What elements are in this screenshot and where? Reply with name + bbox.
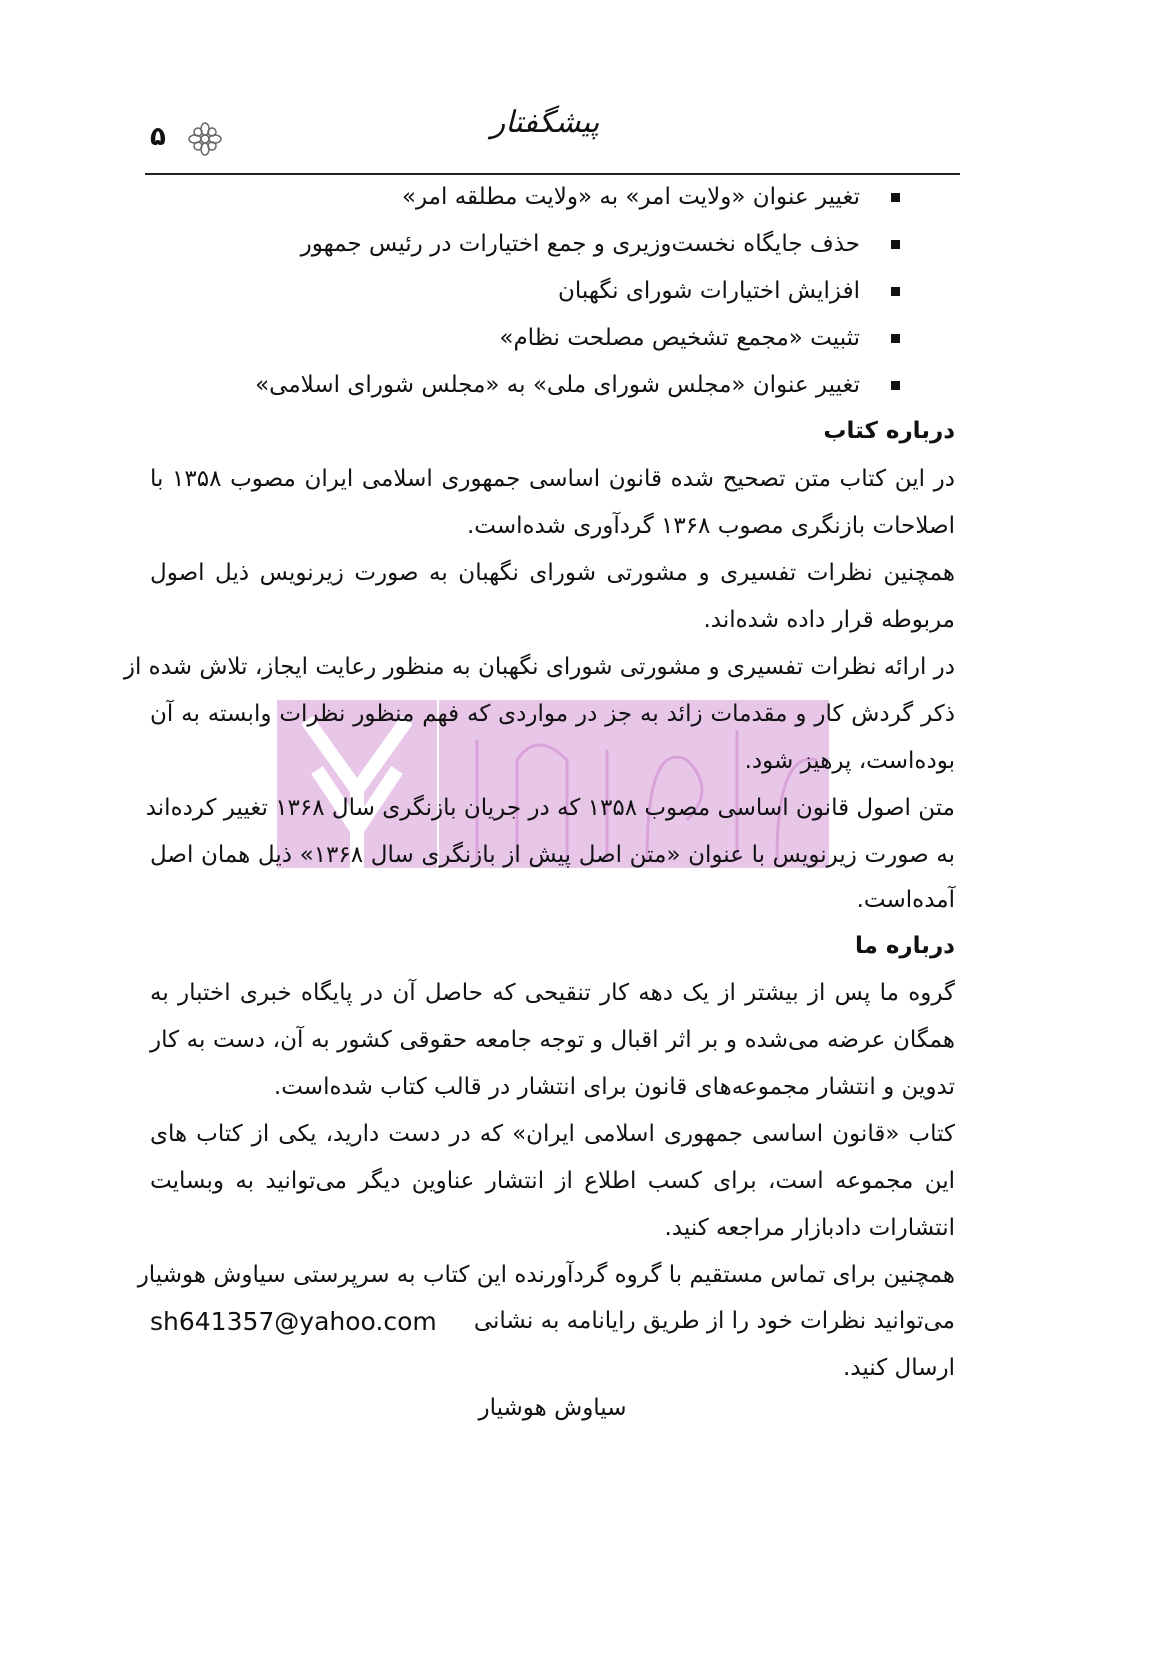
paragraph-line: تدوین و انتشار مجموعه‌های قانون برای انتشار در قالب کتاب شده‌است. <box>273 1074 955 1100</box>
paragraph-line: به صورت زیرنویس با عنوان «متن اصل پیش از بازنگری سال ۱۳۶۸» ذیل همان اصل <box>150 842 955 868</box>
paragraph-line: کتاب «قانون اساسی جمهوری اسلامی ایران» که در دست دارید، یکی از کتاب های <box>150 1121 955 1147</box>
paragraph-line: گروه ما پس از بیشتر از یک دهه کار تنقیحی که حاصل آن در پایگاه خبری اختبار به <box>150 980 955 1006</box>
list-item-text: افزایش اختیارات شورای نگهبان <box>558 278 860 304</box>
list-item <box>150 221 955 268</box>
email-link[interactable]: sh641357@yahoo.com <box>150 1307 437 1336</box>
list-item-text: حذف جایگاه نخست‌وزیری و جمع اختیارات در رئیس جمهور <box>300 231 860 257</box>
paragraph-line: ذکر گردش کار و مقدمات زائد به جز در مواردی که فهم منظور نظرات وابسته به آن <box>150 701 955 727</box>
paragraph-line: همچنین نظرات تفسیری و مشورتی شورای نگهبان به صورت زیرنویس ذیل اصول <box>150 560 955 586</box>
paragraph-line: آمده‌است. <box>856 887 955 913</box>
list-item <box>150 362 955 409</box>
paragraph-line: این مجموعه است، برای کسب اطلاع از انتشار عناوین دیگر می‌توانید به وبسایت <box>150 1168 955 1194</box>
list-item-text: تثبیت «مجمع تشخیص مصلحت نظام» <box>499 325 860 351</box>
list-item <box>150 315 955 362</box>
paragraph-line: همگان عرضه می‌شده و بر اثر اقبال و توجه جامعه حقوقی کشور به آن، دست به کار <box>150 1027 955 1053</box>
paragraph-line: بوده‌است، پرهیز شود. <box>744 748 955 774</box>
list-item-text: تغییر عنوان «ولایت امر» به «ولایت مطلقه امر» <box>401 184 860 210</box>
paragraph-line: ارسال کنید. <box>842 1355 955 1381</box>
list-item <box>150 268 955 315</box>
page-title: پیشگفتار <box>490 105 600 140</box>
paragraph-line: انتشارات دادبازار مراجعه کنید. <box>664 1215 955 1241</box>
list-item-text: تغییر عنوان «مجلس شورای ملی» به «مجلس شورای اسلامی» <box>255 372 860 398</box>
signature: سیاوش هوشیار <box>478 1395 627 1421</box>
paragraph-line: در ارائه نظرات تفسیری و مشورتی شورای نگهبان به منظور رعایت ایجاز، تلاش شده از <box>123 654 955 680</box>
section-heading-about-book: درباره کتاب <box>823 418 955 444</box>
paragraph-line: در این کتاب متن تصحیح شده قانون اساسی جمهوری اسلامی ایران مصوب ۱۳۵۸ با <box>150 466 955 492</box>
paragraph-text: می‌توانید نظرات خود را از طریق رایانامه به نشانی <box>473 1308 955 1334</box>
paragraph-line: همچنین برای تماس مستقیم با گروه گردآورنده این کتاب به سرپرستی سیاوش هوشیار <box>137 1262 955 1288</box>
list-item <box>150 174 955 221</box>
paragraph-line: اصلاحات بازنگری مصوب ۱۳۶۸ گردآوری شده‌است. <box>466 513 955 539</box>
section-heading-about-us: درباره ما <box>854 933 955 959</box>
ornament-icon <box>188 122 222 156</box>
paragraph-line-email <box>150 1298 955 1345</box>
paragraph-line: متن اصول قانون اساسی مصوب ۱۳۵۸ که در جریان بازنگری سال ۱۳۶۸ تغییر کرده‌اند <box>145 795 955 821</box>
paragraph-line: مربوطه قرار داده شده‌اند. <box>703 607 955 633</box>
page-number: ۵ <box>150 122 166 152</box>
